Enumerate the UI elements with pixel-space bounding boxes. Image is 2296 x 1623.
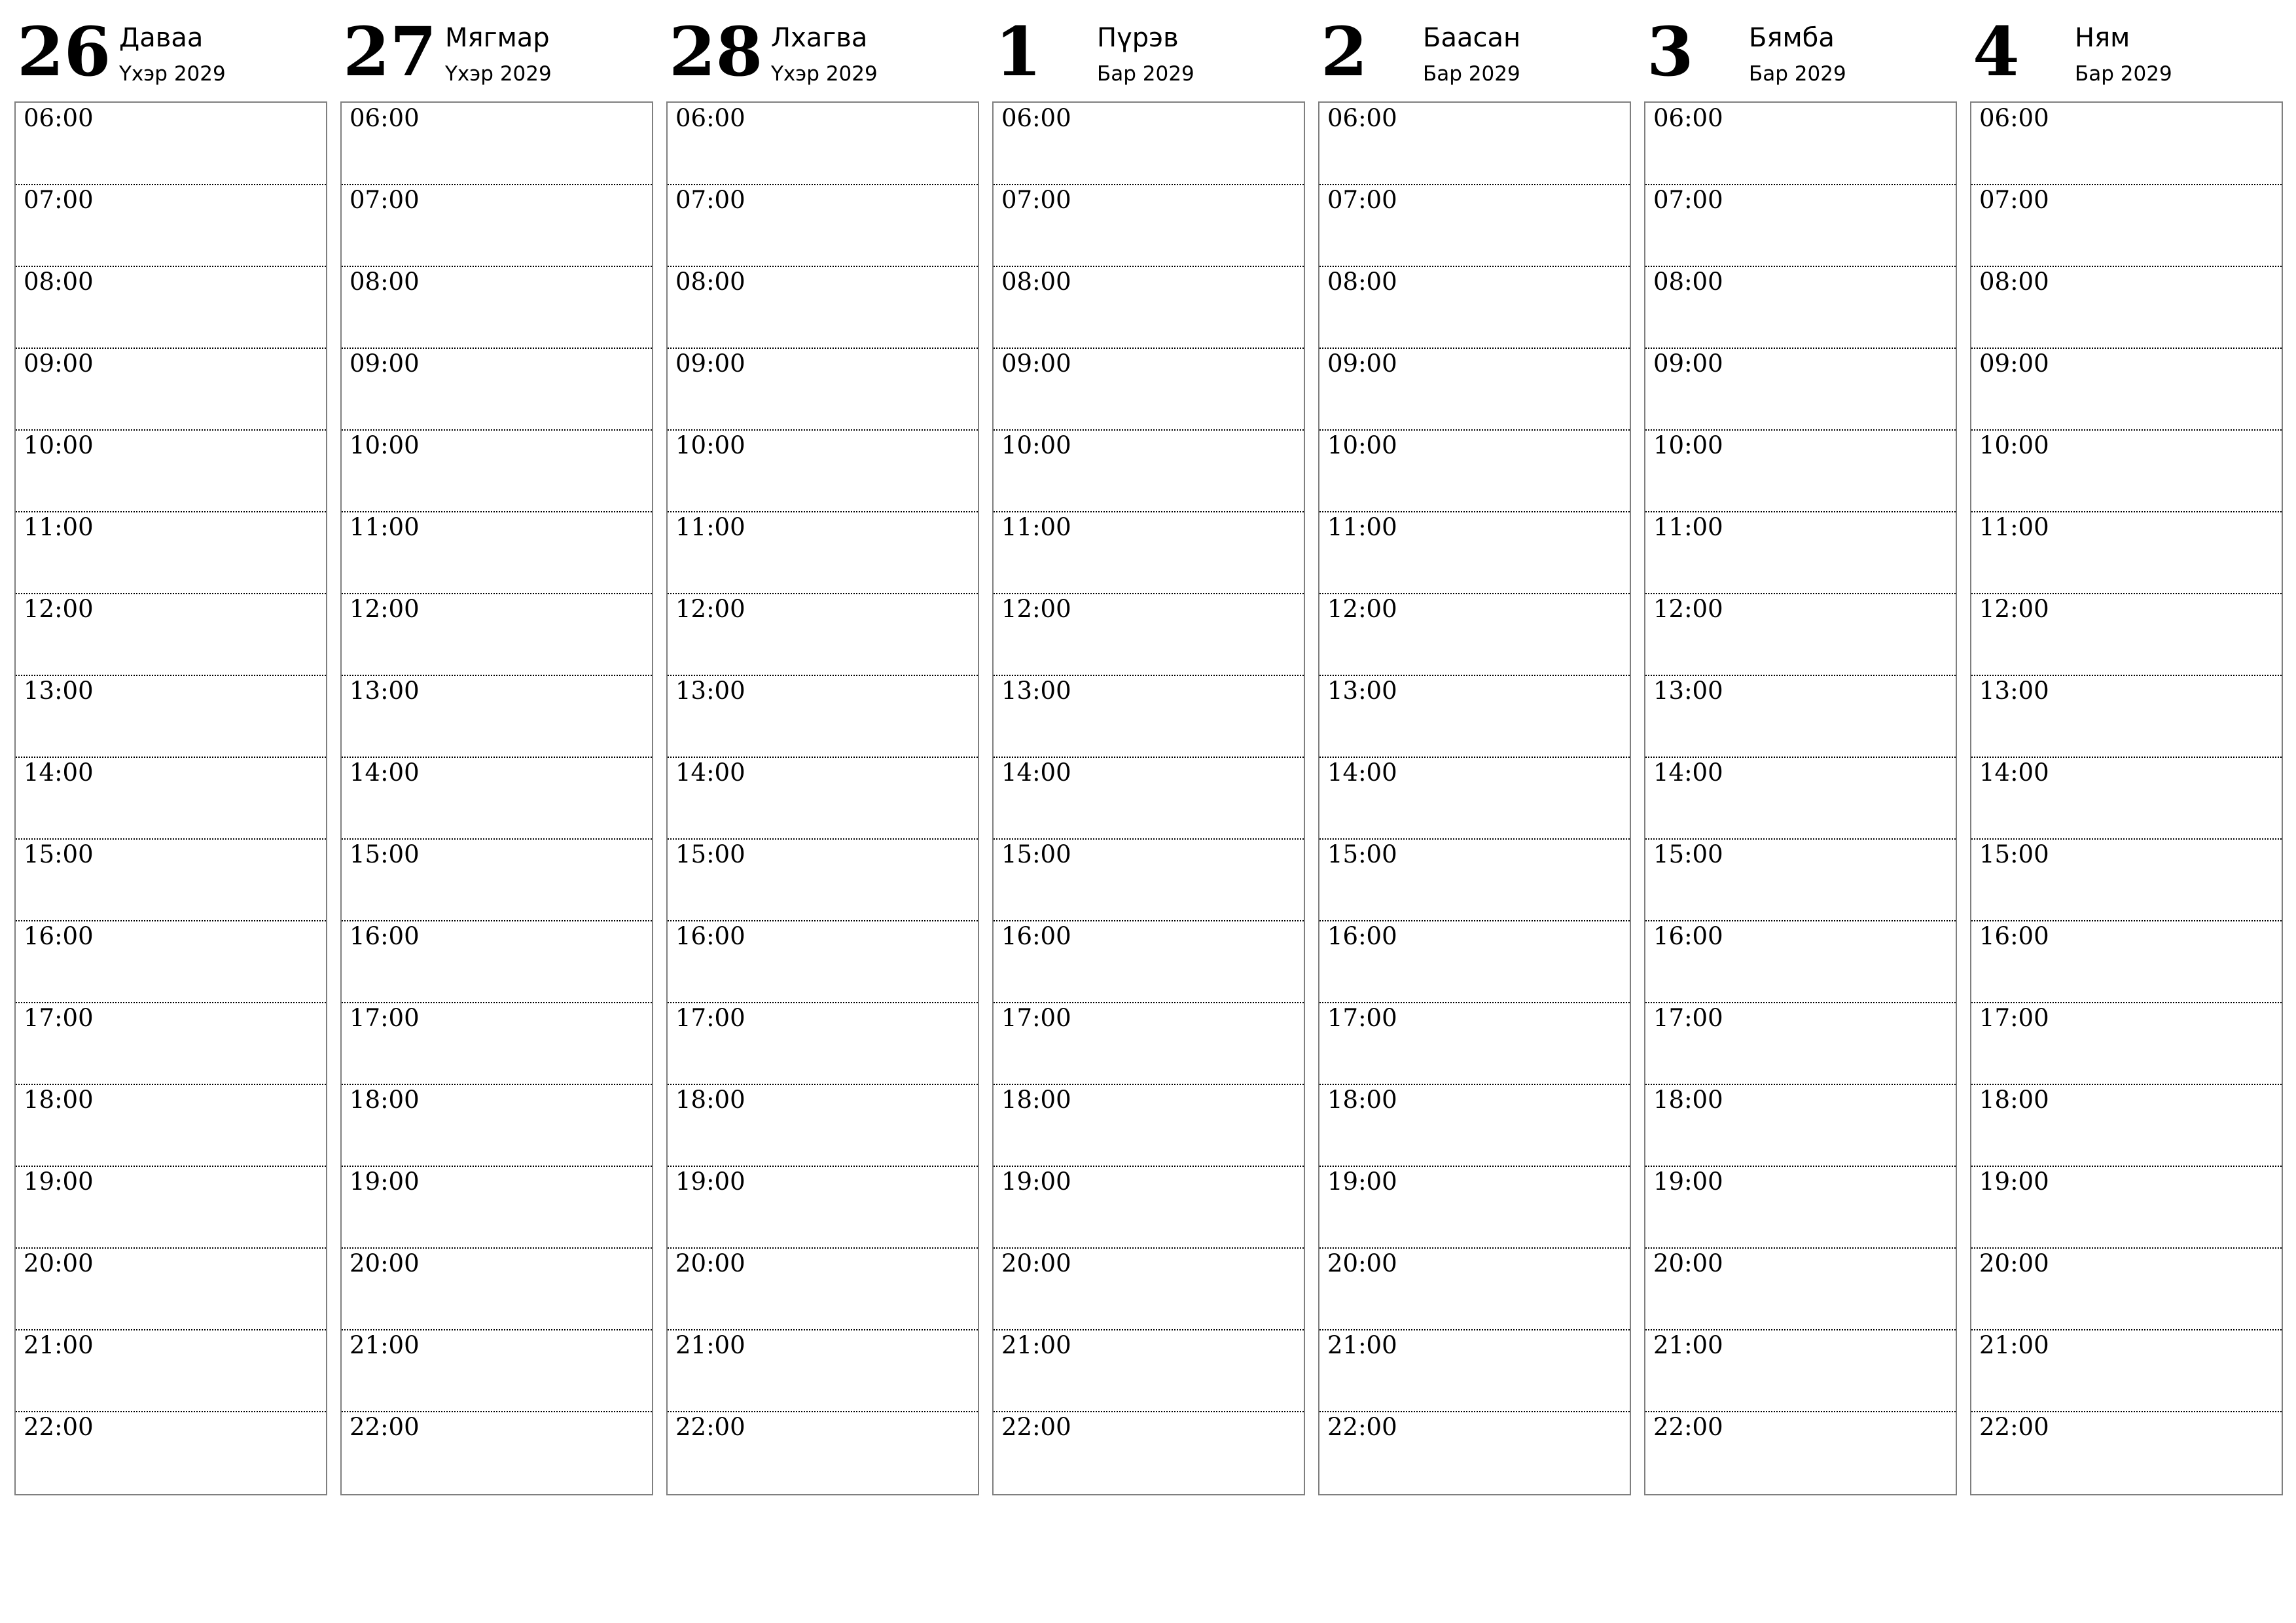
day-month-year: Бар 2029 [1097, 62, 1194, 86]
day-number: 3 [1647, 12, 1694, 92]
time-label: 20:00 [350, 1249, 420, 1277]
time-label: 09:00 [350, 349, 420, 378]
time-slot[interactable] [994, 594, 1304, 675]
day-number: 28 [669, 12, 763, 92]
time-slot[interactable] [994, 1330, 1304, 1412]
time-label: 19:00 [350, 1168, 420, 1196]
day-name: Баасан [1423, 23, 1521, 53]
day-month-year: Бар 2029 [1423, 62, 1520, 86]
time-slot[interactable] [994, 675, 1304, 757]
time-label: 22:00 [1979, 1413, 2049, 1441]
time-slot[interactable] [342, 1412, 652, 1493]
time-slot[interactable] [1319, 839, 1630, 921]
time-label: 17:00 [1653, 1004, 1723, 1032]
time-slot[interactable] [342, 1330, 652, 1412]
time-label: 20:00 [1653, 1249, 1723, 1277]
time-slot[interactable] [16, 1084, 326, 1166]
time-label: 18:00 [675, 1086, 745, 1114]
day-header [1318, 0, 1631, 101]
day-month-year: Үхэр 2029 [119, 62, 226, 86]
time-label: 08:00 [675, 268, 745, 296]
day-name: Ням [2075, 23, 2130, 53]
time-slot[interactable] [994, 103, 1304, 185]
time-label: 21:00 [24, 1331, 94, 1359]
time-label: 15:00 [1327, 840, 1397, 868]
time-label: 09:00 [1327, 349, 1397, 378]
time-label: 19:00 [1653, 1168, 1723, 1196]
time-slot[interactable] [668, 103, 978, 185]
time-slot[interactable] [994, 1084, 1304, 1166]
time-label: 18:00 [350, 1086, 420, 1114]
time-label: 20:00 [24, 1249, 94, 1277]
time-label: 18:00 [1979, 1086, 2049, 1114]
time-slot[interactable] [994, 1003, 1304, 1084]
time-label: 10:00 [350, 431, 420, 459]
time-label: 19:00 [1979, 1168, 2049, 1196]
time-slot[interactable] [994, 430, 1304, 512]
time-slot[interactable] [1971, 1248, 2282, 1330]
time-label: 12:00 [1001, 595, 1071, 623]
time-label: 22:00 [1653, 1413, 1723, 1441]
time-label: 17:00 [675, 1004, 745, 1032]
time-slot[interactable] [1319, 1166, 1630, 1248]
time-label: 08:00 [1979, 268, 2049, 296]
time-slot[interactable] [994, 266, 1304, 348]
time-label: 09:00 [24, 349, 94, 378]
time-label: 14:00 [1653, 758, 1723, 787]
day-header [666, 0, 979, 101]
day-month-year: Үхэр 2029 [771, 62, 878, 86]
day-month-year: Үхэр 2029 [445, 62, 552, 86]
time-slot[interactable] [342, 594, 652, 675]
time-slot[interactable] [994, 839, 1304, 921]
time-label: 21:00 [1327, 1331, 1397, 1359]
time-slot[interactable] [1319, 430, 1630, 512]
time-label: 06:00 [1001, 104, 1071, 132]
time-label: 08:00 [350, 268, 420, 296]
time-slot[interactable] [668, 921, 978, 1003]
time-slot[interactable] [342, 103, 652, 185]
time-slot[interactable] [1319, 512, 1630, 594]
time-slot[interactable] [994, 1412, 1304, 1493]
time-label: 18:00 [1001, 1086, 1071, 1114]
time-label: 09:00 [675, 349, 745, 378]
day-schedule-box [1318, 101, 1631, 1495]
time-label: 14:00 [24, 758, 94, 787]
time-label: 20:00 [1979, 1249, 2049, 1277]
time-label: 07:00 [350, 186, 420, 214]
time-slot[interactable] [1645, 103, 1956, 185]
time-label: 17:00 [350, 1004, 420, 1032]
time-label: 19:00 [24, 1168, 94, 1196]
time-label: 11:00 [1979, 513, 2049, 541]
time-slot[interactable] [1645, 1330, 1956, 1412]
time-slot[interactable] [1319, 757, 1630, 839]
time-slot[interactable] [16, 185, 326, 266]
time-slot[interactable] [994, 757, 1304, 839]
time-label: 20:00 [675, 1249, 745, 1277]
time-label: 10:00 [1653, 431, 1723, 459]
time-label: 08:00 [24, 268, 94, 296]
time-label: 12:00 [1327, 595, 1397, 623]
time-label: 10:00 [675, 431, 745, 459]
time-label: 07:00 [1653, 186, 1723, 214]
time-slot[interactable] [342, 1084, 652, 1166]
time-label: 13:00 [350, 677, 420, 705]
time-label: 11:00 [350, 513, 420, 541]
day-month-year: Бар 2029 [2075, 62, 2172, 86]
time-slot[interactable] [1645, 266, 1956, 348]
time-label: 15:00 [1979, 840, 2049, 868]
time-label: 11:00 [675, 513, 745, 541]
time-label: 12:00 [24, 595, 94, 623]
time-label: 15:00 [350, 840, 420, 868]
time-slot[interactable] [16, 348, 326, 430]
time-label: 12:00 [1653, 595, 1723, 623]
time-label: 16:00 [1327, 922, 1397, 950]
time-slot[interactable] [994, 512, 1304, 594]
time-slot[interactable] [16, 1166, 326, 1248]
time-slot[interactable] [668, 430, 978, 512]
time-slot[interactable] [1971, 430, 2282, 512]
time-slot[interactable] [1645, 839, 1956, 921]
time-slot[interactable] [668, 1166, 978, 1248]
time-slot[interactable] [1319, 1003, 1630, 1084]
time-label: 16:00 [1001, 922, 1071, 950]
time-slot[interactable] [1645, 757, 1956, 839]
time-label: 18:00 [1653, 1086, 1723, 1114]
time-slot[interactable] [1645, 1248, 1956, 1330]
day-month-year: Бар 2029 [1749, 62, 1846, 86]
time-slot[interactable] [1971, 1003, 2282, 1084]
time-label: 07:00 [1979, 186, 2049, 214]
day-number: 26 [17, 12, 111, 92]
time-slot[interactable] [1645, 1412, 1956, 1493]
time-label: 09:00 [1653, 349, 1723, 378]
time-slot[interactable] [1645, 675, 1956, 757]
time-label: 13:00 [1653, 677, 1723, 705]
time-slot[interactable] [994, 348, 1304, 430]
time-label: 12:00 [1979, 595, 2049, 623]
time-slot[interactable] [342, 185, 652, 266]
time-label: 15:00 [1653, 840, 1723, 868]
time-label: 08:00 [1327, 268, 1397, 296]
time-label: 11:00 [1327, 513, 1397, 541]
time-slot[interactable] [16, 921, 326, 1003]
day-schedule-box [992, 101, 1305, 1495]
time-slot[interactable] [16, 1330, 326, 1412]
time-slot[interactable] [668, 1248, 978, 1330]
time-label: 06:00 [1979, 104, 2049, 132]
time-slot[interactable] [1319, 1084, 1630, 1166]
time-slot[interactable] [16, 103, 326, 185]
time-slot[interactable] [1645, 512, 1956, 594]
time-label: 12:00 [350, 595, 420, 623]
time-label: 15:00 [24, 840, 94, 868]
time-slot[interactable] [1319, 675, 1630, 757]
time-label: 13:00 [1979, 677, 2049, 705]
time-slot[interactable] [1645, 921, 1956, 1003]
time-label: 20:00 [1327, 1249, 1397, 1277]
time-slot[interactable] [1645, 1084, 1956, 1166]
time-slot[interactable] [342, 839, 652, 921]
time-label: 07:00 [1001, 186, 1071, 214]
time-slot[interactable] [16, 839, 326, 921]
time-label: 12:00 [675, 595, 745, 623]
time-slot[interactable] [16, 1248, 326, 1330]
time-label: 21:00 [1979, 1331, 2049, 1359]
time-label: 09:00 [1979, 349, 2049, 378]
time-slot[interactable] [1971, 757, 2282, 839]
time-label: 19:00 [1001, 1168, 1071, 1196]
time-slot[interactable] [1319, 921, 1630, 1003]
time-slot[interactable] [1971, 1412, 2282, 1493]
time-slot[interactable] [1319, 1412, 1630, 1493]
time-slot[interactable] [1971, 348, 2282, 430]
time-slot[interactable] [342, 1248, 652, 1330]
time-label: 11:00 [1001, 513, 1071, 541]
time-slot[interactable] [342, 1166, 652, 1248]
time-slot[interactable] [1319, 1248, 1630, 1330]
time-slot[interactable] [342, 430, 652, 512]
time-label: 07:00 [1327, 186, 1397, 214]
time-label: 21:00 [1001, 1331, 1071, 1359]
time-label: 07:00 [24, 186, 94, 214]
day-schedule-box [14, 101, 327, 1495]
time-label: 17:00 [1327, 1004, 1397, 1032]
time-label: 14:00 [350, 758, 420, 787]
time-slot[interactable] [668, 594, 978, 675]
time-slot[interactable] [1971, 103, 2282, 185]
day-name: Даваа [119, 23, 204, 53]
time-slot[interactable] [1971, 185, 2282, 266]
time-slot[interactable] [1971, 594, 2282, 675]
day-schedule-box [1970, 101, 2283, 1495]
time-label: 10:00 [1327, 431, 1397, 459]
time-label: 16:00 [1653, 922, 1723, 950]
day-name: Мягмар [445, 23, 550, 53]
day-header [340, 0, 653, 101]
time-slot[interactable] [16, 675, 326, 757]
time-slot[interactable] [1319, 348, 1630, 430]
time-slot[interactable] [668, 1003, 978, 1084]
day-header [1970, 0, 2283, 101]
time-slot[interactable] [668, 1412, 978, 1493]
time-label: 06:00 [350, 104, 420, 132]
time-slot[interactable] [1319, 594, 1630, 675]
day-header [14, 0, 327, 101]
time-slot[interactable] [1645, 1003, 1956, 1084]
time-slot[interactable] [1971, 1084, 2282, 1166]
time-label: 06:00 [675, 104, 745, 132]
time-label: 08:00 [1001, 268, 1071, 296]
time-slot[interactable] [668, 1084, 978, 1166]
time-slot[interactable] [1645, 430, 1956, 512]
time-label: 16:00 [350, 922, 420, 950]
time-label: 14:00 [1001, 758, 1071, 787]
time-label: 11:00 [1653, 513, 1723, 541]
time-slot[interactable] [668, 185, 978, 266]
time-label: 10:00 [1001, 431, 1071, 459]
day-header [1644, 0, 1957, 101]
time-slot[interactable] [1319, 1330, 1630, 1412]
time-label: 10:00 [1979, 431, 2049, 459]
time-label: 16:00 [1979, 922, 2049, 950]
time-slot[interactable] [1319, 266, 1630, 348]
time-label: 22:00 [1001, 1413, 1071, 1441]
time-slot[interactable] [668, 839, 978, 921]
time-slot[interactable] [668, 1330, 978, 1412]
day-schedule-box [340, 101, 653, 1495]
time-slot[interactable] [1645, 1166, 1956, 1248]
time-label: 20:00 [1001, 1249, 1071, 1277]
time-slot[interactable] [342, 1003, 652, 1084]
time-slot[interactable] [16, 594, 326, 675]
time-slot[interactable] [1971, 1166, 2282, 1248]
time-slot[interactable] [1971, 839, 2282, 921]
time-label: 14:00 [1979, 758, 2049, 787]
day-schedule-box [1644, 101, 1957, 1495]
time-slot[interactable] [668, 512, 978, 594]
time-slot[interactable] [16, 757, 326, 839]
time-label: 11:00 [24, 513, 94, 541]
time-slot[interactable] [342, 675, 652, 757]
time-label: 08:00 [1653, 268, 1723, 296]
time-label: 21:00 [1653, 1331, 1723, 1359]
day-number: 2 [1321, 12, 1368, 92]
time-label: 17:00 [1979, 1004, 2049, 1032]
time-label: 21:00 [675, 1331, 745, 1359]
time-slot[interactable] [16, 1003, 326, 1084]
time-label: 22:00 [24, 1413, 94, 1441]
time-slot[interactable] [342, 266, 652, 348]
time-slot[interactable] [1319, 103, 1630, 185]
time-slot[interactable] [1971, 675, 2282, 757]
time-slot[interactable] [668, 348, 978, 430]
time-slot[interactable] [668, 675, 978, 757]
time-label: 06:00 [1327, 104, 1397, 132]
time-label: 09:00 [1001, 349, 1071, 378]
time-label: 15:00 [1001, 840, 1071, 868]
time-slot[interactable] [994, 185, 1304, 266]
time-label: 18:00 [1327, 1086, 1397, 1114]
time-label: 16:00 [24, 922, 94, 950]
time-label: 22:00 [1327, 1413, 1397, 1441]
time-label: 21:00 [350, 1331, 420, 1359]
time-label: 13:00 [1001, 677, 1071, 705]
time-slot[interactable] [342, 348, 652, 430]
time-label: 06:00 [1653, 104, 1723, 132]
time-label: 17:00 [1001, 1004, 1071, 1032]
day-number: 1 [995, 12, 1042, 92]
day-header [992, 0, 1305, 101]
time-label: 07:00 [675, 186, 745, 214]
time-slot[interactable] [16, 430, 326, 512]
time-label: 22:00 [350, 1413, 420, 1441]
time-label: 14:00 [1327, 758, 1397, 787]
time-slot[interactable] [342, 757, 652, 839]
time-label: 17:00 [24, 1004, 94, 1032]
time-slot[interactable] [1971, 266, 2282, 348]
time-slot[interactable] [16, 512, 326, 594]
time-slot[interactable] [1645, 185, 1956, 266]
time-label: 22:00 [675, 1413, 745, 1441]
time-label: 16:00 [675, 922, 745, 950]
time-slot[interactable] [16, 1412, 326, 1493]
time-label: 13:00 [24, 677, 94, 705]
time-slot[interactable] [994, 1248, 1304, 1330]
time-slot[interactable] [994, 921, 1304, 1003]
time-slot[interactable] [1971, 921, 2282, 1003]
day-name: Пүрэв [1097, 23, 1179, 53]
day-schedule-box [666, 101, 979, 1495]
time-slot[interactable] [342, 512, 652, 594]
time-label: 19:00 [1327, 1168, 1397, 1196]
time-label: 13:00 [1327, 677, 1397, 705]
time-label: 10:00 [24, 431, 94, 459]
time-slot[interactable] [342, 921, 652, 1003]
time-slot[interactable] [1645, 348, 1956, 430]
time-label: 15:00 [675, 840, 745, 868]
time-slot[interactable] [994, 1166, 1304, 1248]
time-slot[interactable] [1645, 594, 1956, 675]
day-name: Бямба [1749, 23, 1835, 53]
time-label: 13:00 [675, 677, 745, 705]
time-label: 14:00 [675, 758, 745, 787]
day-number: 27 [343, 12, 437, 92]
time-label: 18:00 [24, 1086, 94, 1114]
time-slot[interactable] [1971, 512, 2282, 594]
time-label: 06:00 [24, 104, 94, 132]
time-slot[interactable] [1319, 185, 1630, 266]
day-number: 4 [1973, 12, 2020, 92]
time-slot[interactable] [1971, 1330, 2282, 1412]
time-slot[interactable] [16, 266, 326, 348]
time-label: 19:00 [675, 1168, 745, 1196]
time-slot[interactable] [668, 266, 978, 348]
day-name: Лхагва [771, 23, 868, 53]
time-slot[interactable] [668, 757, 978, 839]
